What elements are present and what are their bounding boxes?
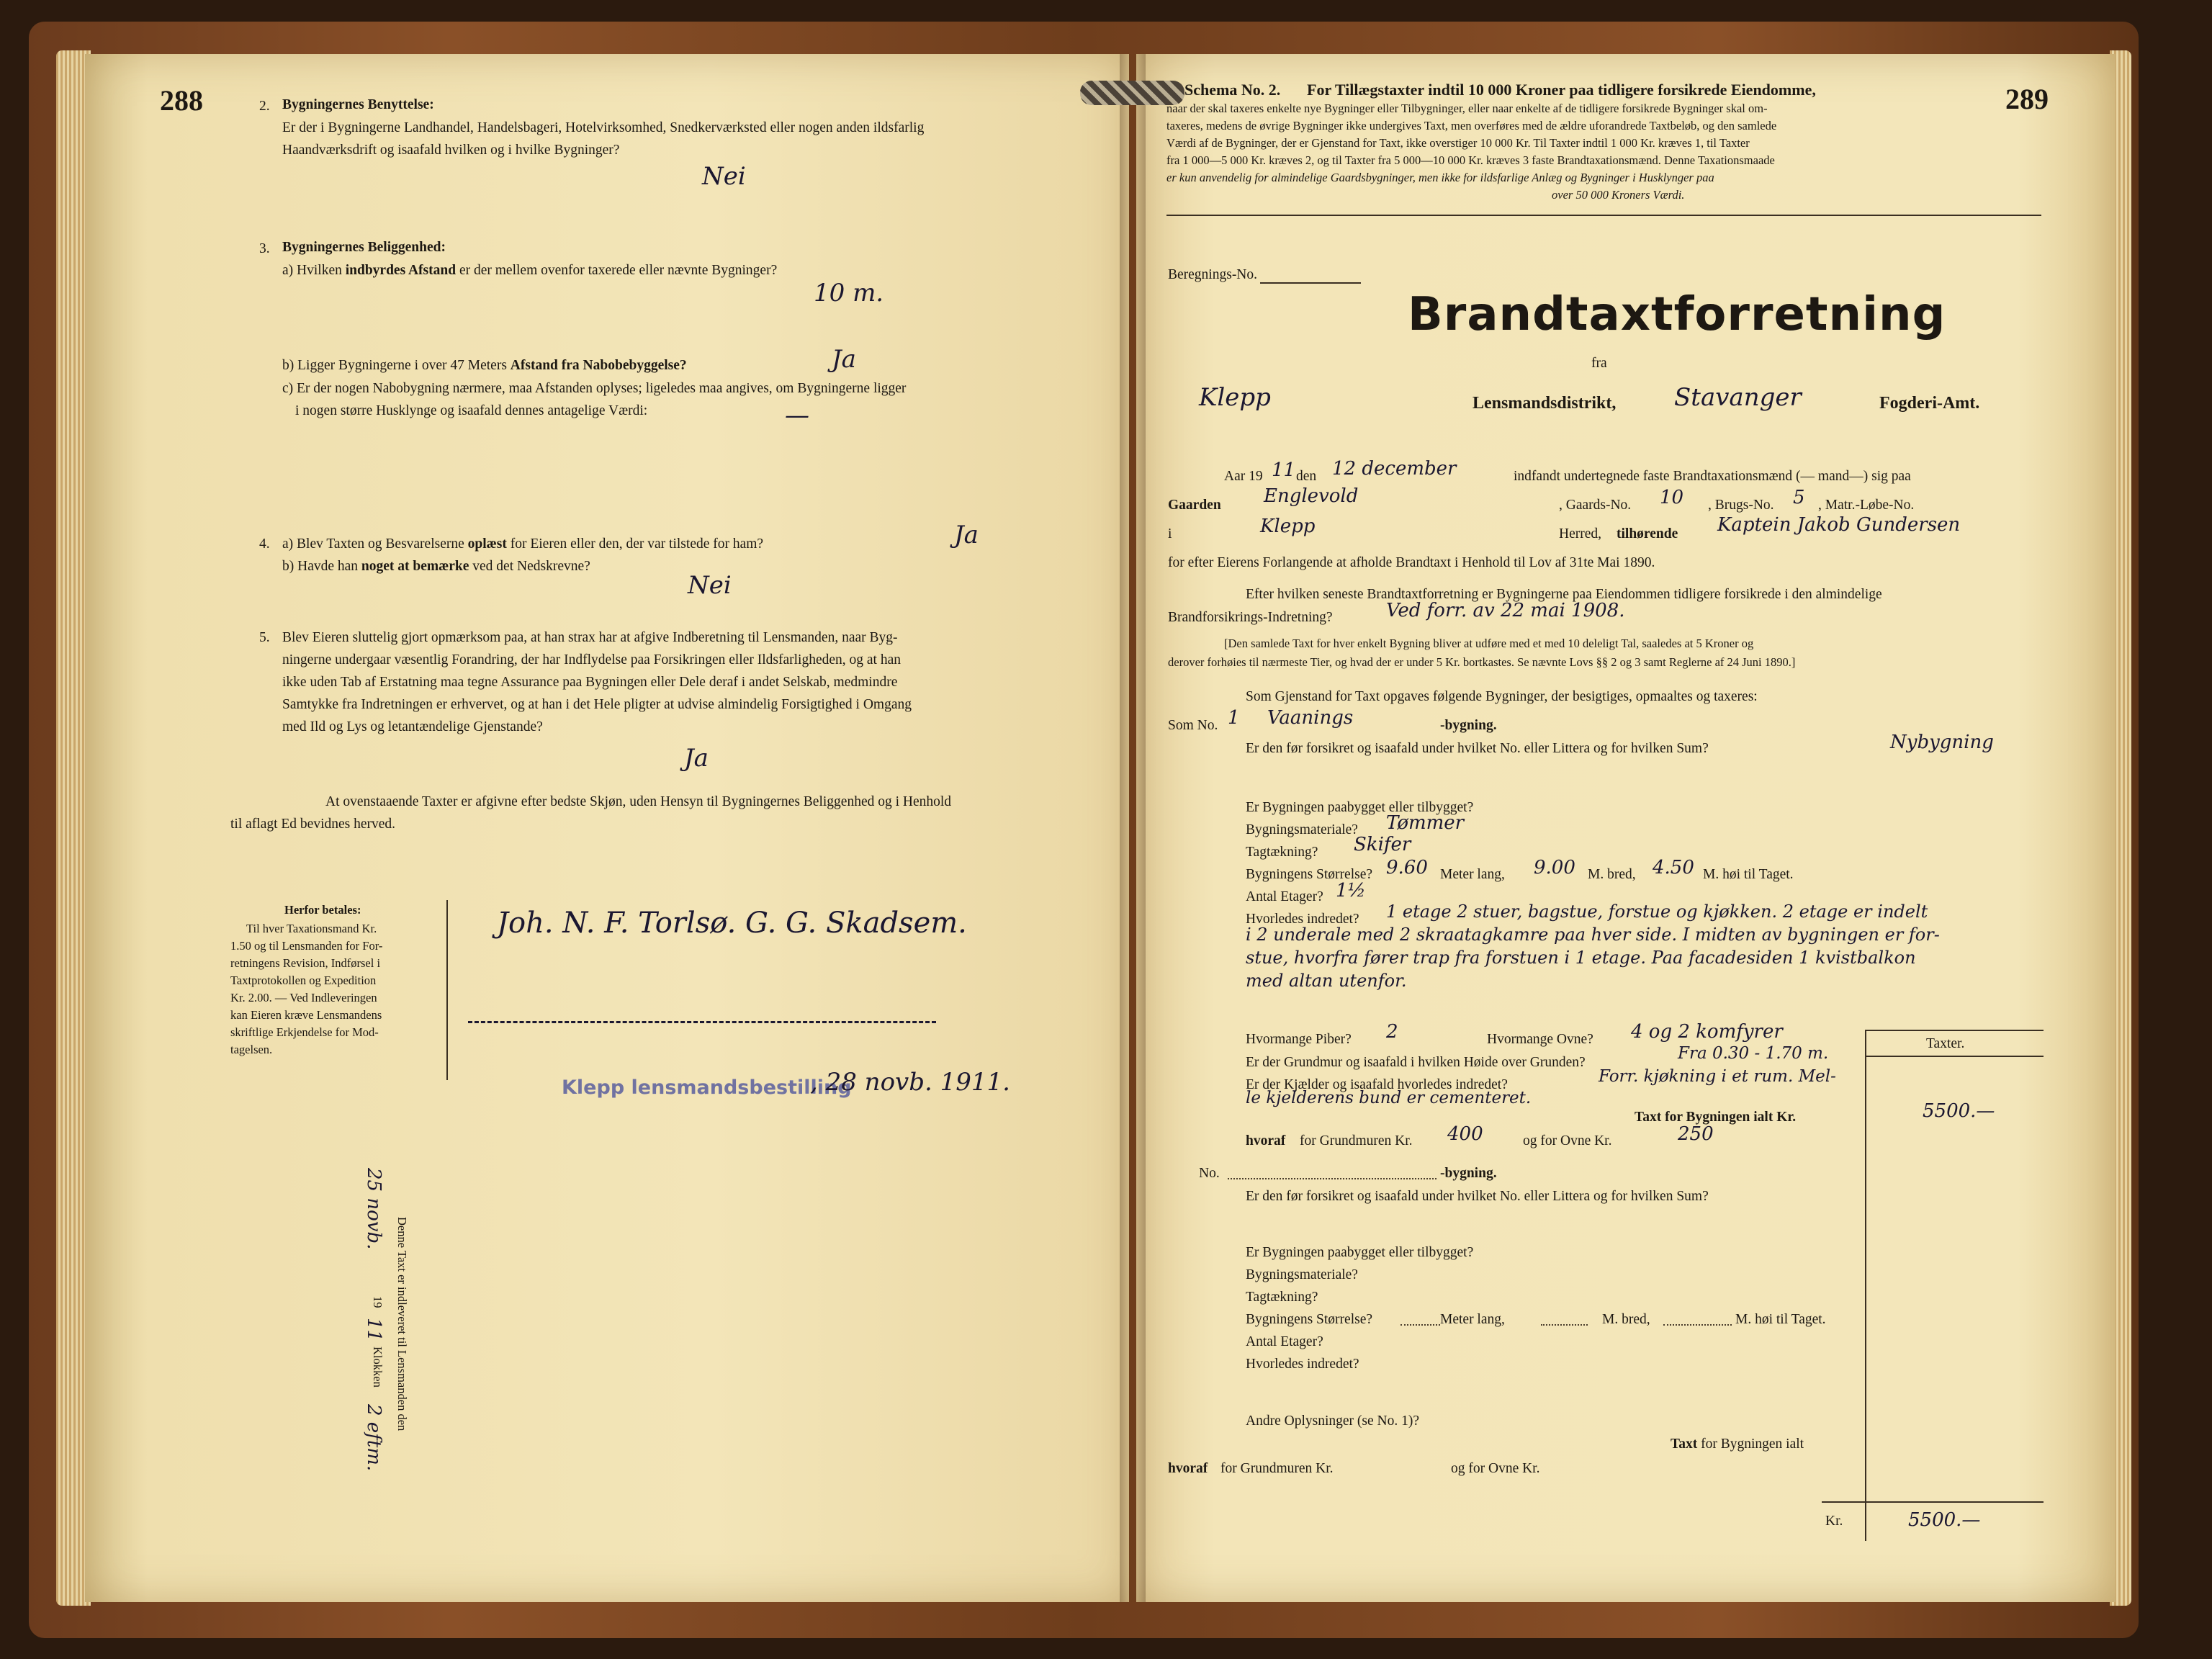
item5-line4: Samtykke fra Indretningen er erhvervet, og at han i det Hele pligter at udvise almindelig Forsigtighed i Omgang [282,697,912,712]
b2-no-dots [1228,1178,1437,1179]
b1-bred-hw: 9.00 [1534,857,1575,878]
item3-a-answer: 10 m. [814,279,884,307]
fee-line-1: Til hver Taxationsmand Kr. [246,922,377,935]
b1-indredet-hw1: 1 etage 2 stuer, bagstue, forstue og kjøkken. 2 etage er indelt [1386,902,1928,922]
schema-line-6: over 50 000 Kroners Værdi. [1552,188,1685,202]
b1-indredet-hw3: stue, hvorfra fører trap fra forstuen i 1 etage. Paa facadesiden 1 kvistbalkon [1246,948,1916,968]
b1-forsikret-hw: Nybygning [1890,732,1994,753]
b1-etager: Antal Etager? [1246,889,1323,904]
fee-line-2: 1.50 og til Lensmanden for For- [230,939,383,953]
efter-line1: Efter hvilken seneste Brandtaxtforretning er Bygningerne paa Eiendommen tidligere forsikrede i den almindelige [1246,587,1882,602]
gaardsno-hw: 10 [1660,487,1684,508]
item2-heading: Bygningernes Benyttelse: [282,97,434,112]
gaarden-label: Gaarden [1168,498,1221,513]
b1-lang-hw: 9.60 [1386,857,1428,878]
b1-hoi-hw: 4.50 [1653,857,1694,878]
schema-title: For Tillægstaxter indtil 10 000 Kroner paa tidligere forsikrede Eiendomme, [1307,81,1816,99]
tilhorende-label: tilhørende [1617,526,1678,541]
item4-a-answer: Ja [954,521,979,549]
district-hw: Klepp [1199,383,1271,412]
b1-kjaelder-hw2: le kjelderens bund er cementeret. [1246,1089,1532,1107]
item3-c-line1: c) Er der nogen Nabobygning nærmere, maa Afstanden oplyses; ligeledes maa angives, om Bygningerne ligger [282,381,907,396]
b2-no-label: No. [1199,1166,1220,1181]
delivery-klokken: Klokken [371,1346,385,1388]
herred-hw: Klepp [1260,516,1316,537]
b1-grundmuren-hw: 400 [1447,1123,1483,1145]
b1-storrelse: Bygningens Størrelse? [1246,867,1373,882]
b1-hvoraf: hvoraf [1246,1133,1286,1148]
efter-line2: Brandforsikrings-Indretning? [1168,610,1333,625]
b1-grundmur: Er der Grundmur og isaafald i hvilken Høide over Grunden? [1246,1055,1586,1070]
delivery-time: 2 eftm. [363,1404,385,1472]
b2-lang-label: Meter lang, [1440,1312,1505,1327]
b2-forsikret: Er den før forsikret og isaafald under hvilket No. eller Littera og for hvilken Sum? [1246,1189,1709,1204]
district-label: Lensmandsdistrikt, [1473,394,1617,413]
b2-hoi-dots [1663,1324,1732,1326]
taxter-column-top-rule [1865,1030,2044,1031]
item3-c-answer: — [785,401,809,430]
schema-line-5: er kun anvendelig for almindelige Gaardsbygninger, men ikke for ildsfarlige Anlæg og Bygninger i Husklynger paa [1166,171,1714,184]
fra-label: fra [1591,356,1607,371]
b1-kjaelder: Er der Kjælder og isaafald hvorledes indredet? [1246,1077,1508,1092]
item2-line2: Haandværksdrift og isaafald hvilken og i hvilke Bygninger? [282,143,620,158]
b1-ovne-kr-hw: 250 [1678,1123,1714,1145]
bracket-line2: derover forhøies til nærmeste Tier, og hvad der er under 5 Kr. bortkastes. Se nævnte Lovs §§ 2 og 3 samt Reglerne af 24 Juni 1890.] [1168,655,1796,669]
b1-ovne: Hvormange Ovne? [1487,1032,1593,1047]
b1-for-grundmuren: for Grundmuren Kr. [1300,1133,1413,1148]
fogderi-label: Fogderi-Amt. [1879,394,1980,413]
item3-a: a) Hvilken indbyrdes Afstand er der mellem ovenfor taxerede eller nævnte Bygninger? [282,263,778,278]
delivery-hw-date: 25 novb. [363,1168,385,1250]
b1-som-no: Som No. [1168,718,1218,733]
beregnings-line [1260,282,1361,284]
b1-etager-hw: 1½ [1336,880,1366,902]
b1-grundmur-hw: Fra 0.30 - 1.70 m. [1678,1044,1829,1063]
total-label: Kr. [1825,1514,1843,1529]
item4-b: b) Havde han noget at bemærke ved det Nedskrevne? [282,559,590,574]
b1-og-for-ovne: og for Ovne Kr. [1523,1133,1612,1148]
item4-b-answer: Nei [688,571,732,600]
signature-dash-line [468,1021,936,1023]
b1-kjaelder-hw1: Forr. kjøkning i et rum. Mel- [1599,1067,1836,1086]
b1-bygning: -bygning. [1440,718,1497,733]
total-rule [1822,1501,2044,1503]
beregnings-label: Beregnings-No. [1168,267,1258,282]
right-page-number: 289 [2005,83,2049,115]
b1-paabygget: Er Bygningen paabygget eller tilbygget? [1246,800,1474,815]
b2-bred-label: M. bred, [1602,1312,1650,1327]
aar-label: Aar 19 [1224,469,1263,484]
schema-label: Schema No. 2. [1184,81,1281,99]
b2-materiale: Bygningsmateriale? [1246,1267,1358,1282]
b2-taxt-ialt: Taxt for Bygningen ialt [1671,1437,1804,1452]
item3-c-line2: i nogen større Husklynge og isaafald dennes antagelige Værdi: [295,403,648,418]
taxter-header: Taxter. [1926,1036,1965,1051]
item2-num: 2. [259,99,270,114]
b1-bred-label: M. bred, [1588,867,1636,882]
gaarden-hw: Englevold [1264,485,1359,507]
item5-line2: ningerne undergaar væsentlig Forandring, der har Indflydelse paa Forsikringen eller Ildsfarligheden, og at han [282,652,901,667]
delivery-year-pre: 19 [371,1296,385,1308]
i-label: i [1168,526,1172,541]
item5-num: 5. [259,630,270,645]
b1-tagtaekning: Tagtækning? [1246,845,1318,860]
page-title: Brandtaxtforretning [1408,288,1946,341]
brugsno-hw: 5 [1793,487,1805,508]
b2-hoi-label: M. høi til Taget. [1735,1312,1826,1327]
taxation-signatures: Joh. N. F. Torlsø. G. G. Skadsem. [497,907,967,940]
fee-line-8: tagelsen. [230,1043,273,1056]
b1-materiale-hw: Tømmer [1386,812,1465,834]
item5-line1: Blev Eieren sluttelig gjort opmærksom paa, at han strax har at afgive Indberetning til Lensmanden, naar Byg- [282,630,898,645]
efter-hw: Ved forr. av 22 mai 1908. [1386,600,1625,621]
delivery-note-printed: Denne Taxt er indleveret til Lensmanden den [395,1217,409,1431]
b2-storrelse: Bygningens Størrelse? [1246,1312,1373,1327]
b1-piber: Hvormange Piber? [1246,1032,1352,1047]
taxter-header-rule [1865,1056,2044,1057]
b2-paabygget: Er Bygningen paabygget eller tilbygget? [1246,1245,1474,1260]
item3-heading: Bygningernes Beliggenhed: [282,240,446,255]
fee-box [230,904,446,917]
item2-line1: Er der i Bygningerne Landhandel, Handelsbageri, Hotelvirksomhed, Snedkerværksted eller nogen anden ildsfarlig [282,120,925,135]
book-gutter [1120,54,1146,1602]
schema-line-2: taxeres, medens de øvrige Bygninger ikke undergives Taxt, men overføres med de ældre uforandrede Taxtbeløb, og den samlede [1166,119,1777,132]
fee-line-6: kan Eieren kræve Lensmandens [230,1008,382,1022]
b2-bygning: -bygning. [1440,1166,1497,1181]
b2-tagtaekning: Tagtækning? [1246,1290,1318,1305]
owner-hw: Kaptein Jakob Gundersen [1717,514,1961,536]
item4-num: 4. [259,536,270,552]
schema-line-1: naar der skal taxeres enkelte nye Bygninger eller Tilbygninger, eller naar enkelte af de tidligere forsikrede Bygninger skal om- [1166,102,1768,115]
matr-label: , Matr.-Løbe-No. [1818,498,1915,513]
b1-no-hw: 1 [1228,707,1240,729]
b1-indredet-hw4: med altan utenfor. [1246,971,1407,991]
b1-tagtaekning-hw: Skifer [1354,834,1411,855]
fee-line-7: skriftlige Erkjendelse for Mod- [230,1025,379,1039]
b1-forsikret: Er den før forsikret og isaafald under hvilket No. eller Littera og for hvilken Sum? [1246,741,1709,756]
delivery-year: 11 [363,1318,385,1342]
gaardsno-label: , Gaards-No. [1559,498,1632,513]
taxter-column-left-rule [1865,1030,1866,1541]
b2-etager: Antal Etager? [1246,1334,1323,1349]
b2-for-grundmuren: for Grundmuren Kr. [1220,1461,1334,1476]
b1-indredet: Hvorledes indredet? [1246,912,1359,927]
item3-b: b) Ligger Bygningerne i over 47 Meters Afstand fra Nabobebyggelse? [282,358,687,373]
stamp-date: , 28 novb. 1911. [810,1068,1010,1097]
schema-line-3: Værdi af de Bygninger, der er Gjenstand for Taxt, ikke overstiger 10 000 Kr. Til Taxter indtil 1 000 Kr. kræves 1, til Taxter [1166,136,1750,150]
b1-hoi-label: M. høi til Taget. [1703,867,1794,882]
b1-ovne-hw: 4 og 2 komfyrer [1631,1021,1783,1043]
lensmand-stamp: Klepp lensmandsbestilling [562,1076,852,1099]
item3-b-answer: Ja [832,345,856,374]
oath-line2: til aflagt Ed bevidnes herved. [230,817,396,832]
b2-og-for-ovne: og for Ovne Kr. [1451,1461,1540,1476]
b2-lang-dots [1401,1324,1440,1326]
b1-taxt-hw: 5500.— [1923,1100,1995,1122]
b1-piber-hw: 2 [1386,1021,1398,1043]
item5-answer: Ja [684,744,709,773]
schema-line-4: fra 1 000—5 000 Kr. kræves 2, og til Taxter fra 5 000—10 000 Kr. kræves 3 faste Brandtaxationsmænd. Denne Taxationsmaade [1166,153,1775,167]
fee-line-4: Taxtprotokollen og Expedition [230,974,377,987]
den-label: den [1296,469,1317,484]
herred-label: Herred, [1559,526,1602,541]
left-page-number: 288 [160,84,203,117]
b2-hvoraf: hvoraf [1168,1461,1208,1476]
b1-materiale: Bygningsmateriale? [1246,822,1358,837]
b2-andre: Andre Oplysninger (se No. 1)? [1246,1413,1419,1429]
b1-lang-label: Meter lang, [1440,867,1505,882]
fee-box-divider [446,900,448,1080]
b1-indredet-hw2: i 2 underale med 2 skraatagkamre paa hver side. I midten av bygningen er for- [1246,925,1940,945]
bracket-line1: [Den samlede Taxt for hver enkelt Bygning bliver at udføre med et med 10 deleligt Tal, saaledes at 5 Kroner og [1224,637,1754,650]
fee-line-3: retningens Revision, Indførsel i [230,956,381,970]
schema-rule [1166,215,2041,216]
fee-heading: Herfor betales: [284,903,361,917]
b1-taxt-ialt: Taxt for Bygningen ialt Kr. [1635,1110,1797,1125]
aar-hw: 11 [1272,459,1296,481]
b2-bred-dots [1541,1324,1588,1326]
item2-answer: Nei [702,162,746,191]
item3-num: 3. [259,241,270,256]
forlangende: for efter Eierens Forlangende at afholde Brandtaxt i Henhold til Lov af 31te Mai 1890. [1168,555,1655,570]
oath-line1: At ovenstaaende Taxter er afgivne efter bedste Skjøn, uden Hensyn til Bygningernes Beliggenhed og i Henhold [325,794,952,809]
gjenstand: Som Gjenstand for Taxt opgaves følgende Bygninger, der besigtiges, opmaaltes og taxeres: [1246,689,1758,704]
brugsno-label: , Brugs-No. [1708,498,1774,513]
fee-line-5: Kr. 2.00. — Ved Indleveringen [230,991,377,1004]
fogderi-hw: Stavanger [1674,383,1802,412]
item5-line5: med Ild og Lys og letantændelige Gjenstande? [282,719,543,734]
b1-type-hw: Vaanings [1267,707,1354,729]
total-hw: 5500.— [1908,1509,1981,1531]
aar-rest: indfandt undertegnede faste Brandtaxationsmænd (— mand—) sig paa [1514,469,1911,484]
date-hw: 12 december [1332,458,1457,480]
b2-indredet: Hvorledes indredet? [1246,1357,1359,1372]
item4-a: a) Blev Taxten og Besvarelserne oplæst for Eieren eller den, der var tilstede for ham? [282,536,764,552]
item5-line3: ikke uden Tab af Erstatning maa tegne Assurance paa Bygningen eller Dele deraf i andet Selskab, medmindre [282,675,898,690]
